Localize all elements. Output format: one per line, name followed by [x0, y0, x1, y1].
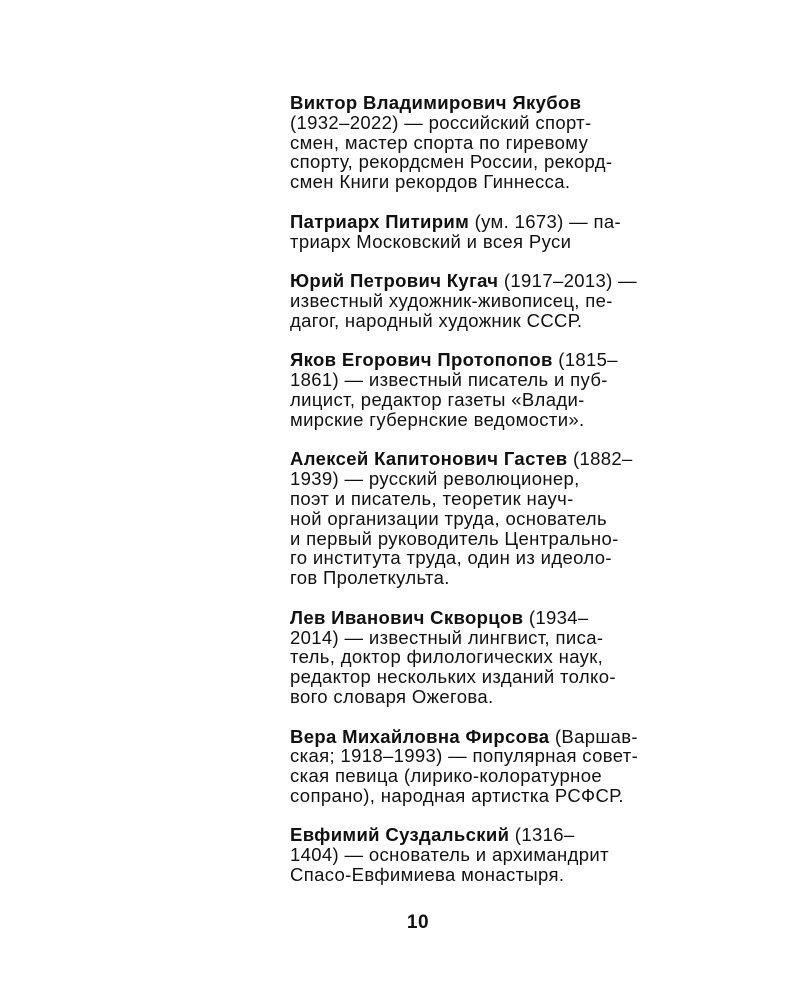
- entry-pitirim: [290, 212, 710, 252]
- entry-name: Лев Иванович Скворцов: [290, 606, 524, 628]
- entry-line: вого словаря Ожегова.: [290, 685, 494, 707]
- entry-name-tail: (ум. 1673) — па-: [469, 210, 622, 232]
- entry-line: ной организации труда, основатель: [290, 507, 607, 529]
- entry-line: спорту, рекордсмен России, рекорд-: [290, 151, 613, 173]
- entry-evfimiy: [290, 825, 710, 884]
- entry-name-tail: (1815–: [552, 349, 618, 371]
- entry-first-line: [290, 93, 710, 113]
- entry-line: тель, доктор филологических наук,: [290, 646, 604, 668]
- entry-line: триарх Московский и всея Руси: [290, 230, 572, 252]
- entry-first-line: [290, 825, 710, 845]
- entry-line: сопрано), народная артистка РСФСР.: [290, 784, 624, 806]
- entry-firsova: [290, 727, 710, 806]
- entry-name-tail: (1934–: [523, 606, 589, 628]
- entry-line: 1404) — основатель и архимандрит: [290, 844, 609, 866]
- entry-first-line: [290, 727, 710, 747]
- entry-protopopov: [290, 350, 710, 429]
- entry-line: и первый руководитель Центрально-: [290, 527, 619, 549]
- entry-line: Спасо-Евфимиева монастыря.: [290, 864, 565, 886]
- entry-name-tail: (1882–: [567, 448, 633, 470]
- entry-line: 2014) — известный лингвист, писа-: [290, 626, 604, 648]
- entry-line: 1939) — русский революционер,: [290, 468, 580, 490]
- entry-line: лицист, редактор газеты «Влади-: [290, 388, 585, 410]
- entry-line: известный художник-живописец, пе-: [290, 289, 613, 311]
- entry-yakubov: [290, 93, 710, 192]
- page-content: [290, 93, 710, 905]
- entry-line: го института труда, один из идеоло-: [290, 547, 612, 569]
- entry-first-line: [290, 449, 710, 469]
- entry-first-line: [290, 212, 710, 232]
- entry-name-tail: (1917–2013) —: [498, 270, 638, 292]
- entry-line: ская; 1918–1993) — популярная совет-: [290, 745, 639, 767]
- entry-line: дагог, народный художник СССР.: [290, 309, 583, 331]
- entry-line: смен, мастер спорта по гиревому: [290, 131, 589, 153]
- entry-line: ская певица (лирико-колоратурное: [290, 765, 603, 787]
- entry-name: Евфимий Суздальский: [290, 824, 510, 846]
- entry-first-line: [290, 271, 710, 291]
- entry-line: (1932–2022) — российский спорт-: [290, 111, 592, 133]
- entry-kugach: [290, 271, 710, 330]
- entry-name: Яков Егорович Протопопов: [290, 349, 553, 371]
- entry-first-line: [290, 350, 710, 370]
- entry-name: Патриарх Питирим: [290, 210, 470, 232]
- entry-line: поэт и писатель, теоретик науч-: [290, 487, 574, 509]
- entry-name-tail: (Варшав-: [549, 725, 638, 747]
- entry-line: мирские губернские ведомости».: [290, 408, 585, 430]
- entry-gastev: [290, 449, 710, 588]
- entry-skvortsov: [290, 608, 710, 707]
- page-number: 10: [406, 912, 430, 933]
- entry-line: смен Книги рекордов Гиннесса.: [290, 171, 571, 193]
- entry-line: редактор нескольких изданий толко-: [290, 666, 616, 688]
- entry-name: Алексей Капитонович Гастев: [290, 448, 568, 470]
- entry-name: Юрий Петрович Кугач: [290, 270, 499, 292]
- entry-name: Вера Михайловна Фирсова: [290, 725, 550, 747]
- entry-name: Виктор Владимирович Якубов: [290, 92, 582, 113]
- entry-line: гов Пролеткульта.: [290, 567, 450, 589]
- entry-first-line: [290, 608, 710, 628]
- entry-line: 1861) — известный писатель и пуб-: [290, 369, 608, 391]
- entry-name-tail: (1316–: [509, 824, 575, 846]
